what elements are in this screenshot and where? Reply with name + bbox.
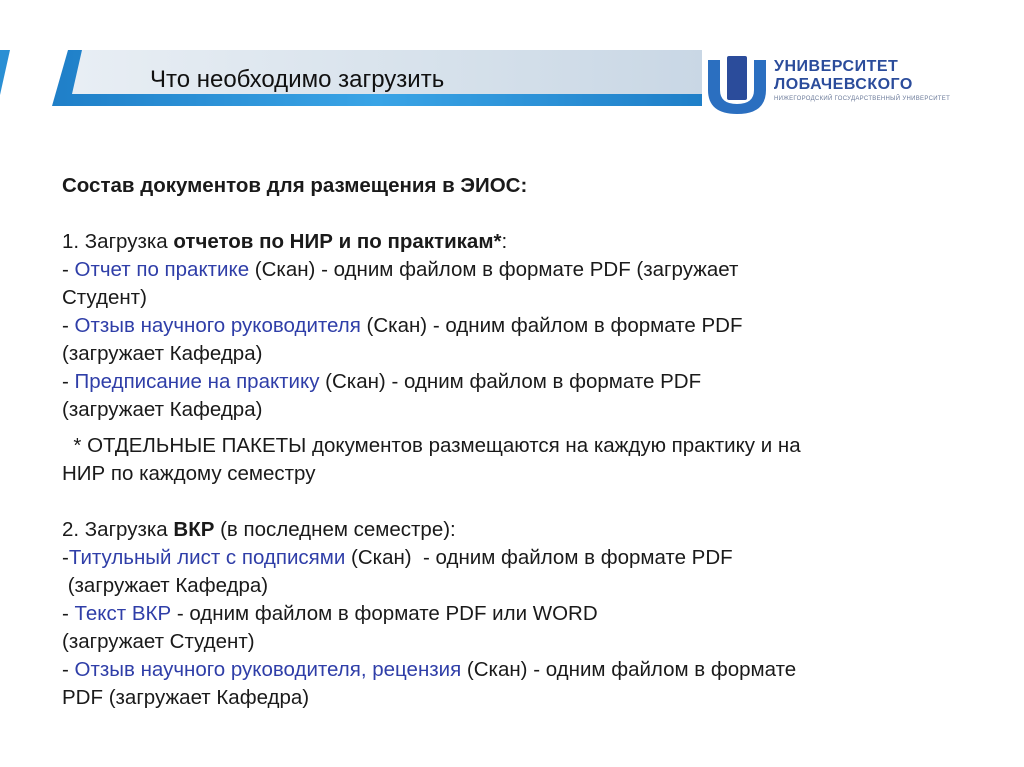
link-report-practice: Отчет по практике	[74, 258, 250, 281]
link-vkr-text: Текст ВКР	[74, 602, 172, 625]
logo-text-line3: НИЖЕГОРОДСКИЙ ГОСУДАРСТВЕННЫЙ УНИВЕРСИТЕТ	[774, 96, 951, 102]
section1-item1: - Отчет по практике (Скан) - одним файлом в формате PDF (загружает	[62, 258, 739, 281]
note-line1: * ОТДЕЛЬНЫЕ ПАКЕТЫ документов размещаются на каждую практику и на	[62, 434, 801, 457]
section2-item1-cont: (загружает Кафедра)	[62, 574, 269, 597]
logo-text-line2: ЛОБАЧЕВСКОГО	[774, 76, 913, 93]
section1-item2: - Отзыв научного руководителя (Скан) - одним файлом в формате PDF	[62, 314, 743, 337]
section2-item1: -Титульный лист с подписями (Скан) - одним файлом в формате PDF	[62, 546, 733, 569]
section2-item3: - Отзыв научного руководителя, рецензия (Скан) - одним файлом в формате	[62, 658, 797, 681]
section2-item3-cont: PDF (загружает Кафедра)	[62, 686, 310, 709]
logo-mark-icon	[704, 52, 770, 118]
link-supervisor-review: Отзыв научного руководителя	[74, 314, 361, 337]
link-review-and-recension: Отзыв научного руководителя, рецензия	[74, 658, 462, 681]
link-practice-assignment: Предписание на практику	[74, 370, 320, 393]
section2-item2: - Текст ВКР - одним файлом в формате PDF или WORD	[62, 602, 598, 625]
document-body	[62, 172, 1012, 712]
section2-intro: 2. Загрузка ВКР (в последнем семестре):	[62, 518, 456, 541]
section-heading: Состав документов для размещения в ЭИОС:	[62, 174, 528, 197]
section2-item2-cont: (загружает Студент)	[62, 630, 255, 653]
note-line2: НИР по каждому семестру	[62, 462, 316, 485]
section1-item3: - Предписание на практику (Скан) - одним файлом в формате PDF	[62, 370, 702, 393]
section1-item2-cont: (загружает Кафедра)	[62, 342, 263, 365]
university-logo	[704, 52, 951, 118]
left-accent	[0, 50, 10, 95]
section1-item3-cont: (загружает Кафедра)	[62, 398, 263, 421]
page-title: Что необходимо загрузить	[150, 66, 445, 93]
section1-intro: 1. Загрузка отчетов по НИР и по практикам*:	[62, 230, 508, 253]
link-title-page: Титульный лист с подписями	[68, 546, 346, 569]
section1-item1-cont: Студент)	[62, 286, 147, 309]
logo-text-line1: УНИВЕРСИТЕТ	[774, 58, 899, 75]
